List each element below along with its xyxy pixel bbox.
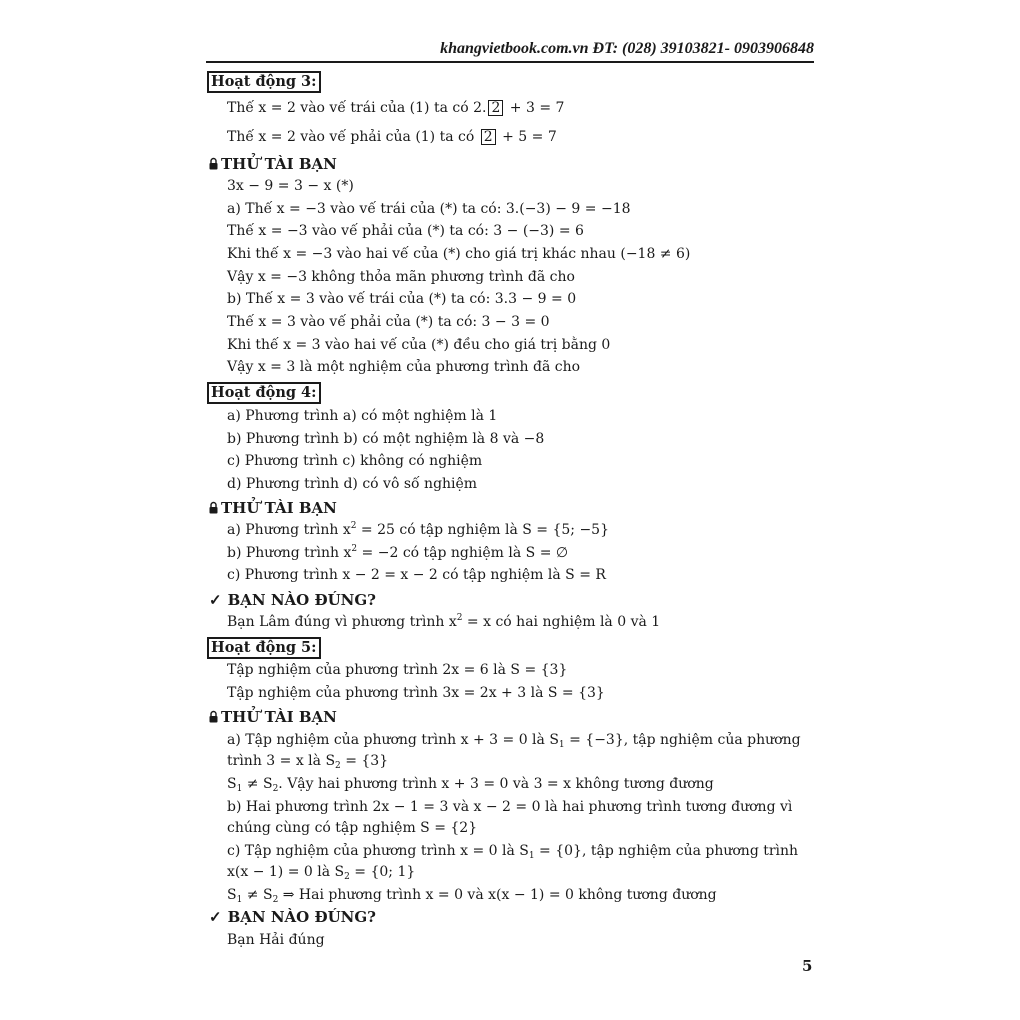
try-3-line-a2 — [227, 753, 388, 769]
section-title-text: BẠN NÀO ĐÚNG? — [227, 908, 376, 926]
try-3-line-c1 — [227, 843, 798, 859]
subscript: 2 — [344, 872, 350, 882]
subscript: 2 — [272, 784, 279, 794]
subscript: 1 — [236, 784, 243, 794]
text-segment: = x có hai nghiệm là 0 và 1 — [462, 614, 661, 630]
try-3-line-b1: b) Hai phương trình 2x − 1 = 3 và x − 2 = 0 là hai phương trình tương đương vì — [227, 799, 793, 815]
who-is-right-title-1 — [209, 591, 376, 609]
boxed-answer: 2 — [481, 129, 496, 145]
who-1-line — [227, 614, 660, 630]
subscript: 1 — [528, 851, 535, 861]
try-1-line-5: Vậy x = −3 không thỏa mãn phương trình đã cho — [227, 269, 575, 285]
text-segment: . Vậy hai phương trình x + 3 = 0 và 3 = x không tương đương — [278, 776, 714, 792]
checkmark-icon: ✓ — [209, 591, 222, 609]
activity-5-line-1: Tập nghiệm của phương trình 2x = 6 là S = {3} — [227, 662, 568, 678]
text-segment: Thế x = 2 vào vế trái của (1) ta có 2. — [227, 100, 487, 116]
text-segment: S — [227, 776, 237, 792]
text-segment: = {0; 1} — [349, 864, 416, 880]
activity-5-line-2: Tập nghiệm của phương trình 3x = 2x + 3 là S = {3} — [227, 685, 605, 701]
page-number: 5 — [802, 957, 813, 975]
try-1-line-8: Khi thế x = 3 vào hai vế của (*) đều cho giá trị bằng 0 — [227, 337, 611, 353]
section-title-text: BẠN NÀO ĐÚNG? — [227, 591, 376, 609]
text-segment: + 5 = 7 — [497, 129, 557, 145]
text-segment: x(x − 1) = 0 là S — [227, 864, 345, 880]
boxed-answer: 2 — [488, 100, 503, 116]
try-1-line-7: Thế x = 3 vào vế phải của (*) ta có: 3 − 3 = 0 — [227, 314, 550, 330]
text-segment: = {0}, tập nghiệm của phương trình — [534, 843, 799, 859]
activity-4-line-3: c) Phương trình c) không có nghiệm — [227, 453, 483, 469]
activity-3-title: Hoạt động 3: — [207, 71, 321, 93]
activity-4-line-1: a) Phương trình a) có một nghiệm là 1 — [227, 408, 498, 424]
try-yourself-title-3 — [209, 708, 337, 726]
activity-4-line-2: b) Phương trình b) có một nghiệm là 8 và −8 — [227, 431, 545, 447]
try-1-line-1: 3x − 9 = 3 − x (*) — [227, 178, 354, 194]
subscript: 1 — [236, 895, 243, 905]
superscript: 2 — [350, 521, 357, 531]
try-3-line-a1 — [227, 732, 801, 748]
text-segment: Bạn Lâm đúng vì phương trình x — [227, 614, 457, 630]
superscript: 2 — [351, 544, 358, 554]
text-segment: a) Tập nghiệm của phương trình x + 3 = 0 là S — [227, 732, 559, 748]
text-segment: = {3} — [340, 753, 389, 769]
activity-4-line-4: d) Phương trình d) có vô số nghiệm — [227, 476, 478, 492]
text-segment: a) Phương trình x — [227, 522, 351, 538]
section-title-text: THỬ TÀI BẠN — [221, 155, 337, 173]
text-segment: S — [227, 887, 237, 903]
who-is-right-title-2 — [209, 908, 376, 926]
lock-icon — [209, 157, 218, 170]
activity-3-line-1 — [227, 100, 564, 116]
text-segment: ≠ S — [242, 776, 273, 792]
subscript: 1 — [558, 740, 565, 750]
who-2-line: Bạn Hải đúng — [227, 932, 325, 948]
try-3-line-b2: chúng cùng có tập nghiệm S = {2} — [227, 820, 478, 836]
try-2-line-a — [227, 522, 609, 538]
try-1-line-9: Vậy x = 3 là một nghiệm của phương trình đã cho — [227, 359, 581, 375]
page-header: khangvietbook.com.vn ĐT: (028) 39103821- 0903906848 — [206, 40, 814, 63]
section-title-text: THỬ TÀI BẠN — [221, 499, 337, 517]
try-1-line-2: a) Thế x = −3 vào vế trái của (*) ta có: 3.(−3) − 9 = −18 — [227, 201, 631, 217]
try-yourself-title-1 — [209, 155, 337, 173]
text-segment: Thế x = 2 vào vế phải của (1) ta có — [227, 129, 479, 145]
try-1-line-6: b) Thế x = 3 vào vế trái của (*) ta có: 3.3 − 9 = 0 — [227, 291, 577, 307]
try-2-line-b — [227, 545, 568, 561]
try-yourself-title-2 — [209, 499, 337, 517]
try-3-line-a3 — [227, 776, 714, 792]
activity-5-title: Hoạt động 5: — [207, 637, 321, 659]
try-3-line-c3 — [227, 887, 717, 903]
lock-icon — [209, 501, 218, 514]
section-title-text: THỬ TÀI BẠN — [221, 708, 337, 726]
superscript: 2 — [456, 613, 463, 623]
text-segment: = −2 có tập nghiệm là S = ∅ — [357, 545, 569, 561]
text-segment: c) Tập nghiệm của phương trình x = 0 là S — [227, 843, 529, 859]
subscript: 2 — [335, 761, 341, 771]
checkmark-icon: ✓ — [209, 908, 222, 926]
lock-icon — [209, 710, 218, 723]
try-3-line-c2 — [227, 864, 415, 880]
subscript: 2 — [272, 895, 279, 905]
try-2-line-c: c) Phương trình x − 2 = x − 2 có tập nghiệm là S = R — [227, 567, 606, 583]
text-segment: b) Phương trình x — [227, 545, 352, 561]
text-segment: ≠ S — [242, 887, 273, 903]
text-segment: trình 3 = x là S — [227, 753, 336, 769]
activity-4-title: Hoạt động 4: — [207, 382, 321, 404]
text-segment: + 3 = 7 — [505, 100, 565, 116]
text-segment: = 25 có tập nghiệm là S = {5; −5} — [356, 522, 609, 538]
try-1-line-3: Thế x = −3 vào vế phải của (*) ta có: 3 − (−3) = 6 — [227, 223, 584, 239]
activity-3-line-2 — [227, 129, 557, 145]
text-segment: = {−3}, tập nghiệm của phương — [564, 732, 801, 748]
text-segment: ⇒ Hai phương trình x = 0 và x(x − 1) = 0 không tương đương — [278, 887, 717, 903]
try-1-line-4: Khi thế x = −3 vào hai vế của (*) cho giá trị khác nhau (−18 ≠ 6) — [227, 246, 691, 262]
